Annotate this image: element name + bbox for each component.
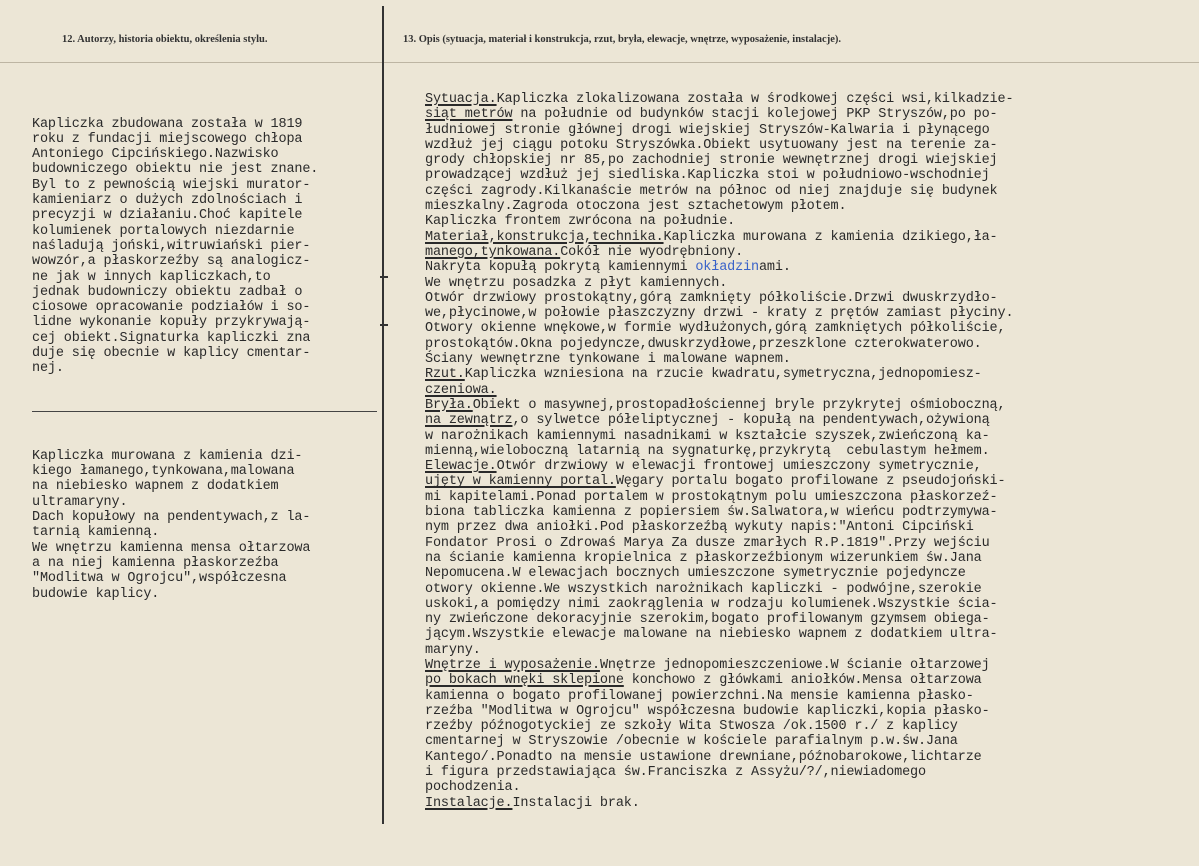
- wnetrze-text: Wnętrze jednopomieszczeniowe.W ścianie ołtarzowej: [599, 657, 990, 673]
- bryla-underlined: na zewnątrz: [425, 413, 513, 429]
- highlighted-word: okładzin: [695, 260, 759, 276]
- bryla-text-rest: ,o sylwetce półeliptycznej - kopułą na pendentywach,ożywioną w narożnikach kamiennymi nasadnikami w kształcie szyszek,zwieńczoną ka- mienną,wieloboczną latarnią na sygnaturkę,przykrytą cebulastym hełmem.: [425, 413, 990, 459]
- instalacje-heading: Instalacje.: [425, 795, 513, 811]
- material-text-3: Nakryta kopułą pokrytą kamiennymi: [425, 260, 696, 276]
- sytuacja-text: Kapliczka zlokalizowana została w środkowej części wsi,kilkadzie-: [496, 92, 1014, 107]
- rzut-heading: Rzut.: [425, 367, 465, 383]
- wnetrze-heading: Wnętrze i wyposażenie.: [425, 657, 600, 673]
- wnetrze-text-rest: konchowo z główkami aniołków.Mensa ołtarzowa kamienna o bogato profilowanej powierzchni.Na mensie kamienna płasko- rzeźba "Modlitwa w Ogrojcu" współczesna budowie kapliczki,kopia płasko- rzeźby późnogotyckiej ze szkoły Wita Stwosza /ok.1500 r./ z kaplicy cmentarnej w Stryszowie /obecnie w kościele parafialnym p.w.św.Jana Kantego/.Ponadto na mensie ustawione drewniane,późnobarokowe,lichtarze i figura przedstawiająca św.Franciszka z Assyżu/?/,niewiadomego pochodzenia.: [425, 673, 990, 796]
- elewacje-heading: Elewacje.: [425, 459, 497, 475]
- description-column: [425, 92, 1013, 811]
- material-text-rest: We wnętrzu posadzka z płyt kamiennych. Otwór drzwiowy prostokątny,górą zamknięty półkoliście.Drzwi dwuskrzydło- we,płycinowe,w połowie płaszczyzny drzwi - kraty z prętów zamiast płyciny. Otwory okienne wnękowe,w formie wydłużonych,górą zamkniętych półkoliście, prostokątów.Okna pojedyncze,dwuskrzydłowe,przeszklone czterokwaterowo. Ściany wewnętrzne tynkowane i malowane wapnem.: [425, 275, 1014, 368]
- bryla-text: Obiekt o masywnej,prostopadłościennej bryle przykrytej ośmioboczną,: [472, 397, 1006, 413]
- section-13-header: 13. Opis (sytuacja, materiał i konstrukcja, rzut, bryła, elewacje, wnętrze, wyposażenie, instalacje).: [403, 34, 842, 45]
- section-separator: [32, 411, 377, 412]
- margin-mark: [380, 324, 388, 326]
- margin-mark: [380, 276, 388, 278]
- material-underlined: manego,tynkowana.: [425, 244, 561, 260]
- history-text: Kapliczka zbudowana została w 1819 roku z fundacji miejscowego chłopa Antoniego Cipcińskiego.Nazwisko budowniczego obiektu nie jest znane. Byl to z pewnością wiejski murator- kamieniarz o dużych zdolnościach i precyzji w działaniu.Choć kapitele kolumienek portalowych niezdarnie naśladują joński,witruwiański pier- wowzór,a płaskorzeźby są analogicz- ne jak w innych kapliczkach,to jednak budowniczy obiektu zadbał o ciosowe opracowanie podziałów i so- lidne wykonanie kopuły przykrywają- cej obiekt.Signaturka kapliczki zna duje się obecnie w kaplicy cmentar- nej.: [32, 116, 319, 377]
- rzut-underlined: czeniowa.: [425, 382, 497, 398]
- header-divider: [0, 62, 1199, 63]
- authors-history-column: [32, 86, 377, 632]
- bryla-heading: Bryła.: [425, 397, 473, 413]
- material-text-3-end: ami.: [758, 260, 791, 276]
- sytuacja-underlined: siąt metrów: [425, 107, 513, 123]
- sytuacja-text-rest: na południe od budynków stacji kolejowej PKP Stryszów,po po- łudniowej stronie głównej drogi wiejskiej Stryszów-Kalwaria i płynącego wzdłuż jej ciągu potoku Stryszówka.Obiekt usytuowany jest na terenie za- grody chłopskiej nr 85,po zachodniej stronie wewnętrznej drogi wiejskiej prowadzącej wzdłuż jej siedliska.Kapliczka stoi w południowo-wschodniej części zagrody.Kilkanaście metrów na północ od niej znajduje się budynek mieszkalny.Zagroda otoczona jest sztachetowym płotem. Kapliczka frontem zwrócona na południe.: [425, 107, 998, 230]
- material-text: Kapliczka murowana z kamienia dzikiego,ła-: [663, 229, 998, 245]
- rzut-text: Kapliczka wzniesiona na rzucie kwadratu,symetryczna,jednopomiesz-: [464, 367, 982, 383]
- materials-summary-text: Kapliczka murowana z kamienia dzi- kiego łamanego,tynkowana,malowana na niebiesko wapnem z dodatkiem ultramaryny. Dach kopułowy na pendentywach,z la- tarnią kamienną. We wnętrzu kamienna mensa ołtarzowa a na niej kamienna płaskorzeźba "Modlitwa w Ogrojcu",współczesna budowie kaplicy.: [32, 448, 311, 602]
- section-12-header: 12. Autorzy, historia obiektu, określenia stylu.: [62, 34, 268, 45]
- instalacje-text: Instalacji brak.: [512, 795, 640, 811]
- material-heading: Materiał,konstrukcja,technika.: [425, 229, 664, 245]
- elewacje-text-rest: Węgary portalu bogato profilowane z pseudojońskі- mi kapitelami.Ponad portalem w prostokątnym polu umieszczona płaskorzeź- biona tabliczka kamienna z popiersiem św.Salwatora,w wieńcu podtrzymywa- nym przez dwa aniołki.Pod płaskorzeźbą wykuty napis:"Antoni Cipciński Fondator Prosi o Zdrowaś Marya Za dusze zmarłych R.P.1819".Przy wejściu na ścianie kamienna kropielnica z płaskorzeźbionym wizerunkiem św.Jana Nepomucena.W elewacjach bocznych umieszczone symetrycznie pojedyncze otwory okienne.We wszystkich narożnikach kapliczki - podwójne,szerokie uskoki,a pomiędzy nimi zaokrąglenia w rodzaju kolumienek.Wszystkie ścia- ny zwieńczone dekoracyjnie szerokim,bogato profilowanym gzymsem obiega- jącym.Wszystkie elewacje malowane na niebiesko wapnem z dodatkiem ultra- maryny.: [425, 474, 1006, 658]
- elewacje-underlined: ujęty w kamienny portal.: [425, 474, 616, 490]
- column-divider: [382, 6, 384, 824]
- material-text-2: Cokół nie wyodrębniony.: [560, 244, 744, 260]
- wnetrze-underlined: po bokach wnęki sklepione: [425, 673, 624, 689]
- elewacje-text: Otwór drzwiowy w elewacji frontowej umieszczony symetrycznie,: [496, 459, 982, 475]
- sytuacja-heading: Sytuacja.: [425, 92, 497, 107]
